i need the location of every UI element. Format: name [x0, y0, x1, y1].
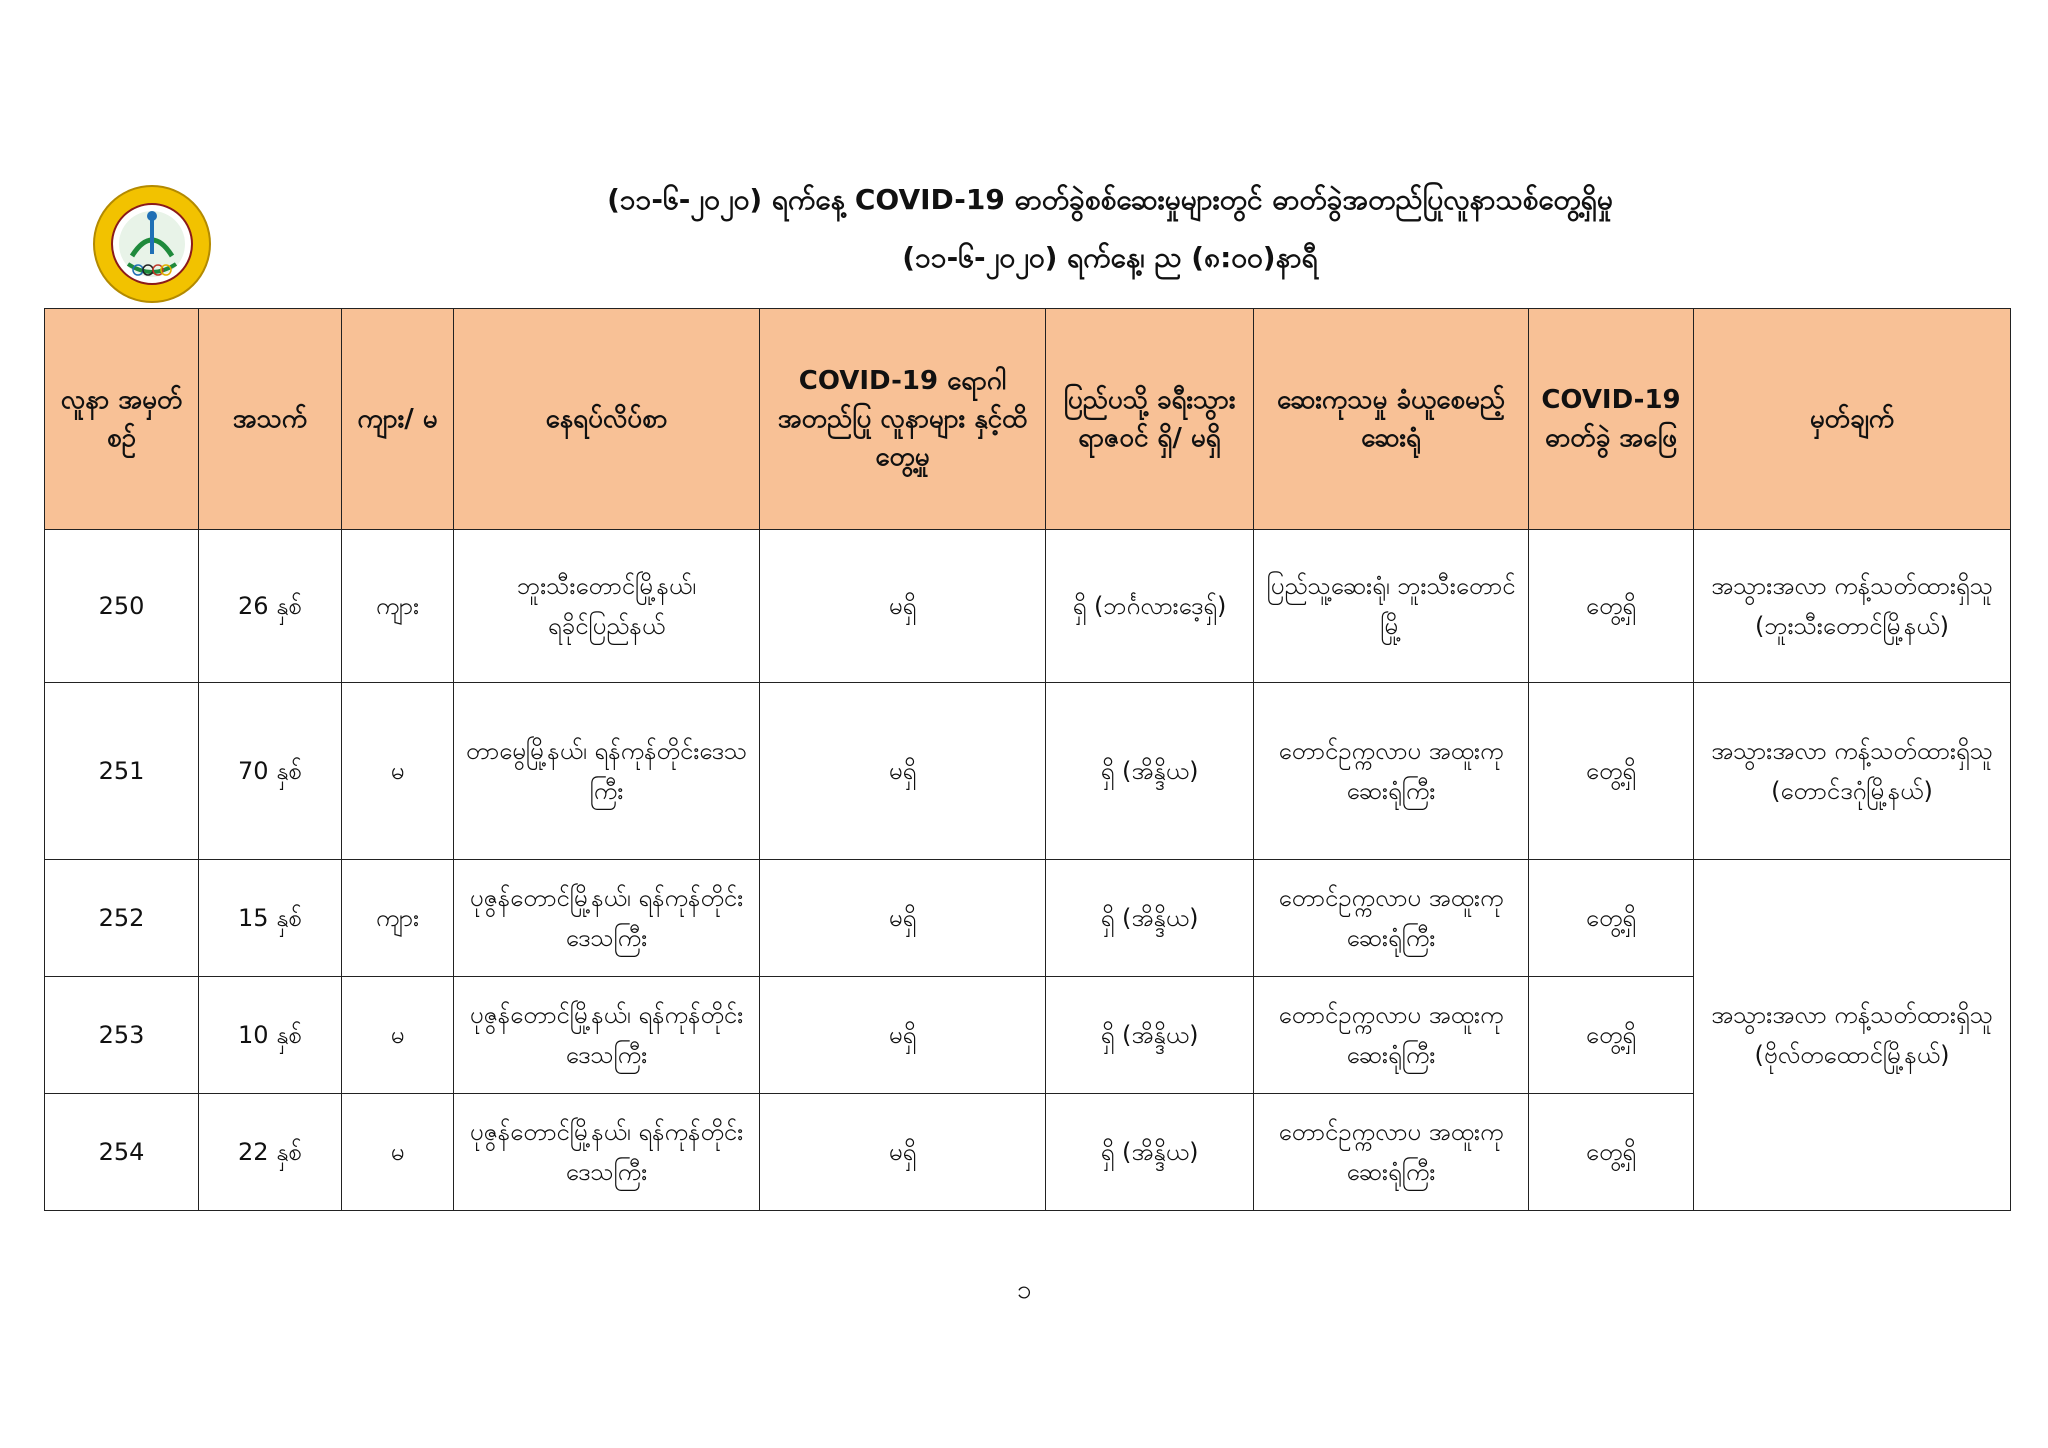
cell-sex: မ — [342, 1094, 454, 1211]
cell-hospital: တောင်ဥက္ကလာပ အထူးကုဆေးရုံကြီး — [1254, 860, 1529, 977]
cell-address: ပုဇွန်တောင်မြို့နယ်၊ ရန်ကုန်တိုင်းဒေသကြီး — [454, 860, 760, 977]
cell-sex: ကျား — [342, 530, 454, 683]
cell-age: 70 နှစ် — [199, 683, 342, 860]
ministry-seal-logo — [92, 184, 212, 304]
cell-hospital: ပြည်သူ့ဆေးရုံ၊ ဘူးသီးတောင်မြို့ — [1254, 530, 1529, 683]
header-remark: မှတ်ချက် — [1694, 309, 2011, 530]
cell-contact: မရှိ — [760, 683, 1046, 860]
cell-patient-no: 251 — [45, 683, 199, 860]
table-row — [45, 683, 2011, 860]
header-sex: ကျား/ မ — [342, 309, 454, 530]
cell-result: တွေ့ရှိ — [1529, 683, 1694, 860]
cell-address: ဘူးသီးတောင်မြို့နယ်၊ ရခိုင်ပြည်နယ် — [454, 530, 760, 683]
cell-remark: အသွားအလာ ကန့်သတ်ထားရှိသူ (တောင်ဒဂုံမြို့နယ်) — [1694, 683, 2011, 860]
cell-travel: ရှိ (ဘင်္ဂလားဒေ့ရှ်) — [1046, 530, 1254, 683]
cell-patient-no: 253 — [45, 977, 199, 1094]
cell-address: ပုဇွန်တောင်မြို့နယ်၊ ရန်ကုန်တိုင်းဒေသကြီး — [454, 1094, 760, 1211]
cell-remark: အသွားအလာ ကန့်သတ်ထားရှိသူ (ဘူးသီးတောင်မြို့နယ်) — [1694, 530, 2011, 683]
cell-patient-no: 252 — [45, 860, 199, 977]
cell-travel: ရှိ (အိန္ဒိယ) — [1046, 860, 1254, 977]
cell-patient-no: 254 — [45, 1094, 199, 1211]
cell-address: တာမွေမြို့နယ်၊ ရန်ကုန်တိုင်းဒေသကြီး — [454, 683, 760, 860]
cell-contact: မရှိ — [760, 1094, 1046, 1211]
header-hospital: ဆေးကုသမှု ခံယူစေမည့် ဆေးရုံ — [1254, 309, 1529, 530]
header-contact: COVID-19 ရောဂါ အတည်ပြု လူနာများ နှင့်ထိတွေ့မှု — [760, 309, 1046, 530]
cell-result: တွေ့ရှိ — [1529, 860, 1694, 977]
covid-cases-table — [44, 308, 2011, 1211]
cell-age: 15 နှစ် — [199, 860, 342, 977]
cell-contact: မရှိ — [760, 860, 1046, 977]
cell-result: တွေ့ရှိ — [1529, 977, 1694, 1094]
cell-hospital: တောင်ဥက္ကလာပ အထူးကုဆေးရုံကြီး — [1254, 683, 1529, 860]
page-subtitle: (၁၁-၆-၂၀၂၀) ရက်နေ့၊ ည (၈:၀၀)နာရီ — [902, 241, 1318, 274]
cell-contact: မရှိ — [760, 530, 1046, 683]
cell-hospital: တောင်ဥက္ကလာပ အထူးကုဆေးရုံကြီး — [1254, 1094, 1529, 1211]
table-header-row — [45, 309, 2011, 530]
cell-travel: ရှိ (အိန္ဒိယ) — [1046, 683, 1254, 860]
cell-hospital: တောင်ဥက္ကလာပ အထူးကုဆေးရုံကြီး — [1254, 977, 1529, 1094]
cell-patient-no: 250 — [45, 530, 199, 683]
page-title: (၁၁-၆-၂၀၂၀) ရက်နေ့ COVID-19 ဓာတ်ခွဲစစ်ဆေးမှုများတွင် ဓာတ်ခွဲအတည်ပြုလူနာသစ်တွေ့ရှိမှု — [607, 183, 1613, 216]
cell-address: ပုဇွန်တောင်မြို့နယ်၊ ရန်ကုန်တိုင်းဒေသကြီး — [454, 977, 760, 1094]
cell-sex: မ — [342, 977, 454, 1094]
cell-sex: ကျား — [342, 860, 454, 977]
cell-sex: မ — [342, 683, 454, 860]
cell-travel: ရှိ (အိန္ဒိယ) — [1046, 1094, 1254, 1211]
cell-travel: ရှိ (အိန္ဒိယ) — [1046, 977, 1254, 1094]
table-row — [45, 860, 2011, 977]
cell-age: 22 နှစ် — [199, 1094, 342, 1211]
cell-age: 10 နှစ် — [199, 977, 342, 1094]
cell-result: တွေ့ရှိ — [1529, 530, 1694, 683]
header-test-result: COVID-19 ဓာတ်ခွဲ အဖြေ — [1529, 309, 1694, 530]
header-patient-no: လူနာ အမှတ် စဉ် — [45, 309, 199, 530]
header-age: အသက် — [199, 309, 342, 530]
cell-result: တွေ့ရှိ — [1529, 1094, 1694, 1211]
cell-contact: မရှိ — [760, 977, 1046, 1094]
header-address: နေရပ်လိပ်စာ — [454, 309, 760, 530]
header-travel-history: ပြည်ပသို့ ခရီးသွား ရာဇဝင် ရှိ/ မရှိ — [1046, 309, 1254, 530]
cell-remark-merged: အသွားအလာ ကန့်သတ်ထားရှိသူ (ဗိုလ်တထောင်မြို့နယ်) — [1694, 860, 2011, 1211]
cell-age: 26 နှစ် — [199, 530, 342, 683]
page-number: ၁ — [1016, 1275, 1032, 1305]
table-row — [45, 530, 2011, 683]
